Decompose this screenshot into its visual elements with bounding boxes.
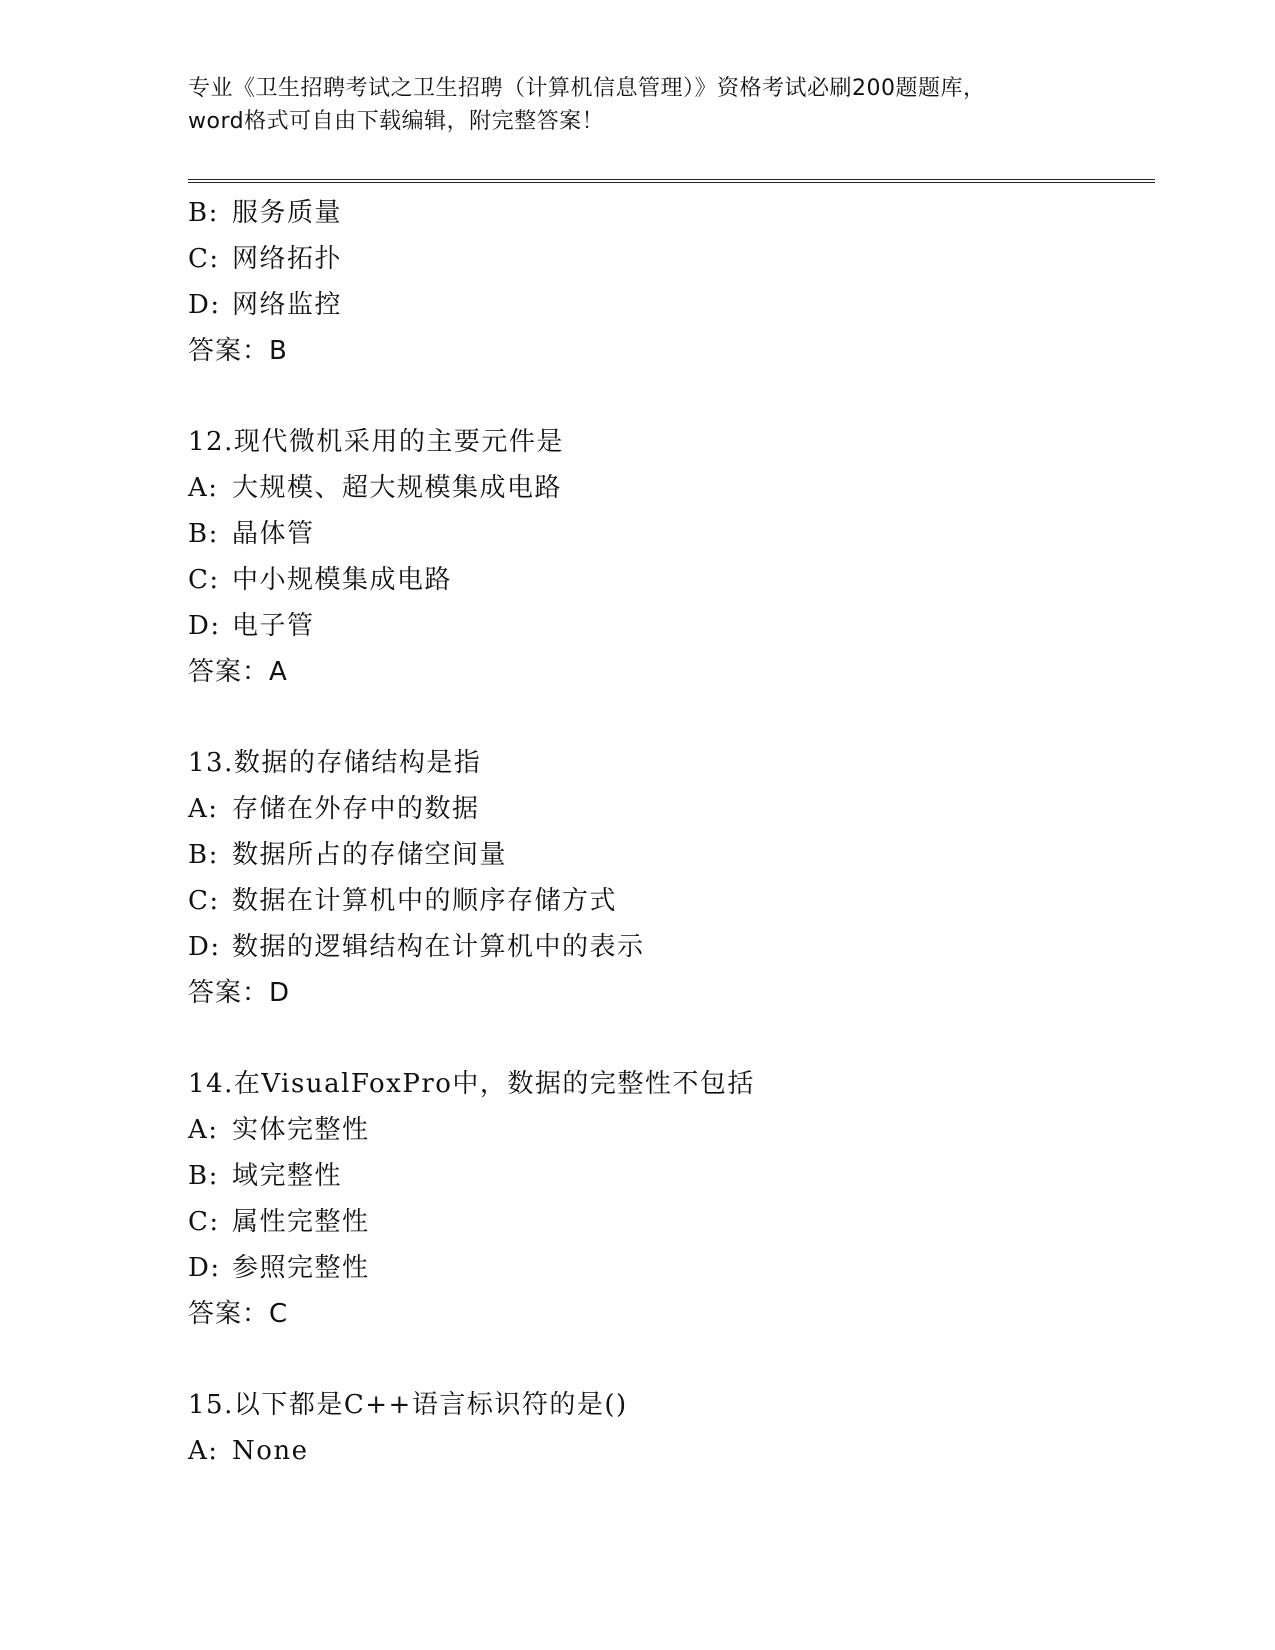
option-label: B: xyxy=(188,198,219,228)
answer-line: 答案：B xyxy=(188,336,288,366)
option-label: D: xyxy=(188,290,221,320)
option-label: C: xyxy=(188,244,220,274)
option-text: 数据在计算机中的顺序存储方式 xyxy=(232,886,618,916)
spacer xyxy=(188,695,1155,740)
answer-line: 答案：A xyxy=(188,657,288,687)
option-text: 中小规模集成电路 xyxy=(232,565,453,595)
option-label: D: xyxy=(188,1253,221,1283)
question-block-14 xyxy=(188,1061,1155,1337)
option-label: B: xyxy=(188,519,219,549)
option-text: 网络监控 xyxy=(232,290,343,320)
option-text: None xyxy=(232,1436,309,1466)
spacer xyxy=(188,374,1155,419)
option-line xyxy=(188,1199,1155,1245)
option-line xyxy=(188,832,1155,878)
question-stem: 12.现代微机采用的主要元件是 xyxy=(188,427,564,457)
option-line xyxy=(188,878,1155,924)
spacer xyxy=(188,1016,1155,1061)
answer-line: 答案：D xyxy=(188,978,291,1008)
option-line xyxy=(188,1153,1155,1199)
option-text: 服务质量 xyxy=(232,198,343,228)
question-block-13 xyxy=(188,740,1155,1016)
option-text: 属性完整性 xyxy=(232,1207,370,1237)
answer-line: 答案：C xyxy=(188,1299,289,1329)
option-line xyxy=(188,557,1155,603)
option-line xyxy=(188,190,1155,236)
header-line-1: 专业《卫生招聘考试之卫生招聘（计算机信息管理）》资格考试必刷200题题库， xyxy=(188,76,986,101)
option-label: C: xyxy=(188,1207,220,1237)
option-text: 数据所占的存储空间量 xyxy=(232,840,508,870)
option-line xyxy=(188,236,1155,282)
document-header xyxy=(188,72,1088,138)
question-block-11 xyxy=(188,190,1155,374)
option-label: A: xyxy=(188,473,219,503)
option-label: A: xyxy=(188,794,219,824)
question-stem: 14.在VisualFoxPro中，数据的完整性不包括 xyxy=(188,1069,755,1099)
header-divider xyxy=(188,179,1155,183)
question-stem: 13.数据的存储结构是指 xyxy=(188,748,482,778)
option-text: 域完整性 xyxy=(232,1161,343,1191)
option-line xyxy=(188,786,1155,832)
option-label: D: xyxy=(188,611,221,641)
option-text: 大规模、超大规模集成电路 xyxy=(232,473,563,503)
option-text: 电子管 xyxy=(232,611,315,641)
option-text: 数据的逻辑结构在计算机中的表示 xyxy=(232,932,645,962)
option-line xyxy=(188,924,1155,970)
header-line-2: word格式可自由下载编辑，附完整答案！ xyxy=(188,109,605,134)
option-text: 参照完整性 xyxy=(232,1253,370,1283)
option-label: D: xyxy=(188,932,221,962)
option-label: C: xyxy=(188,565,220,595)
option-line xyxy=(188,603,1155,649)
option-label: A: xyxy=(188,1115,219,1145)
option-text: 实体完整性 xyxy=(232,1115,370,1145)
option-label: B: xyxy=(188,840,219,870)
question-stem: 15.以下都是C++语言标识符的是() xyxy=(188,1390,628,1420)
question-block-12 xyxy=(188,419,1155,695)
option-line xyxy=(188,1245,1155,1291)
option-line xyxy=(188,1107,1155,1153)
option-text: 晶体管 xyxy=(232,519,315,549)
option-text: 存储在外存中的数据 xyxy=(232,794,480,824)
question-list xyxy=(188,190,1155,1474)
question-block-15 xyxy=(188,1382,1155,1474)
option-line xyxy=(188,511,1155,557)
option-label: C: xyxy=(188,886,220,916)
option-line xyxy=(188,465,1155,511)
option-line xyxy=(188,282,1155,328)
option-label: B: xyxy=(188,1161,219,1191)
option-label: A: xyxy=(188,1436,219,1466)
spacer xyxy=(188,1337,1155,1382)
option-line xyxy=(188,1428,1155,1474)
option-text: 网络拓扑 xyxy=(232,244,343,274)
